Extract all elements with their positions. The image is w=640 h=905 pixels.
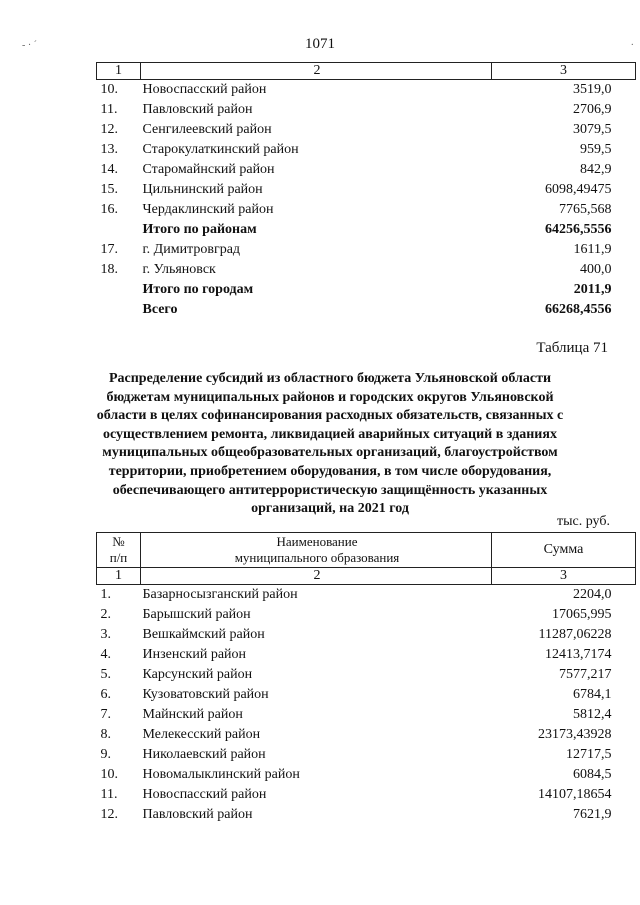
scan-artifact-right: ·	[630, 40, 634, 51]
row-name: г. Димитровград	[142, 242, 241, 257]
row-name: Новоспасский район	[142, 787, 267, 802]
row-value: 7765,568	[559, 202, 612, 217]
row-name: Старокулаткинский район	[142, 142, 299, 157]
table-row	[97, 765, 636, 785]
table-title: Распределение субсидий из областного бюджета Ульяновской области бюджетам муниципальных районов и городских округов Ульяновской области в целях софинансирования расходных обязательств, связанных с осуществлением ремонта, ликвидацией аварийных ситуаций в зданиях муниципальных общеобразовательных организаций, благоустройством территории, приобретением оборудования, в том числе оборудования, обеспечивающего антитеррористическую защищённость указанных организаций, на 2021 год	[96, 371, 564, 517]
row-name: Итого по городам	[142, 282, 254, 297]
row-name: Всего	[142, 302, 178, 317]
row-name: Цильнинский район	[142, 182, 263, 197]
row-name: Новоспасский район	[142, 82, 267, 97]
table-row	[97, 280, 636, 300]
table-row	[97, 300, 636, 320]
table-row	[97, 665, 636, 685]
row-name: Барышский район	[142, 607, 251, 622]
index-col-1: 1	[97, 568, 141, 585]
table-row	[97, 785, 636, 805]
row-value: 959,5	[580, 142, 612, 157]
page-number: 1071	[305, 36, 335, 52]
row-value: 17065,995	[552, 607, 612, 622]
table-row	[97, 705, 636, 725]
table-body	[97, 80, 636, 321]
table-continuation	[96, 62, 636, 320]
row-number: 12.	[100, 807, 118, 822]
table-row	[97, 645, 636, 665]
header-col-1: 1	[97, 63, 141, 80]
row-value: 6084,5	[573, 767, 612, 782]
table-body	[97, 585, 636, 826]
row-value: 2011,9	[573, 282, 612, 297]
table-header-row	[97, 63, 636, 80]
row-value: 400,0	[580, 262, 612, 277]
table-row	[97, 260, 636, 280]
row-number: 1.	[100, 587, 111, 602]
table-row	[97, 725, 636, 745]
scan-artifact: - · ´	[22, 40, 37, 51]
row-value: 7621,9	[573, 807, 612, 822]
header-col-2: 2	[141, 63, 492, 80]
header-sum: Сумма	[492, 533, 636, 568]
table-row	[97, 160, 636, 180]
row-number: 3.	[100, 627, 111, 642]
row-number: 6.	[100, 687, 111, 702]
table-row	[97, 100, 636, 120]
table-row	[97, 585, 636, 606]
row-name: Мелекесский район	[142, 727, 261, 742]
table-row	[97, 605, 636, 625]
row-value: 5812,4	[573, 707, 612, 722]
row-number	[97, 300, 141, 320]
row-name: Павловский район	[142, 807, 253, 822]
row-value: 12413,7174	[545, 647, 612, 662]
row-name: Инзенский район	[142, 647, 247, 662]
row-name: Новомалыклинский район	[142, 767, 300, 782]
row-value: 2706,9	[573, 102, 612, 117]
row-value: 66268,4556	[545, 302, 612, 317]
row-number: 7.	[100, 707, 111, 722]
row-number: 10.	[100, 767, 118, 782]
row-number: 13.	[100, 142, 118, 157]
header-col-3: 3	[492, 63, 636, 80]
row-name: Базарносызганский район	[142, 587, 298, 602]
row-number: 16.	[100, 202, 118, 217]
header-num: № п/п	[97, 533, 141, 568]
table-row	[97, 80, 636, 101]
row-value: 3519,0	[573, 82, 612, 97]
row-name: Кузоватовский район	[142, 687, 269, 702]
row-number: 4.	[100, 647, 111, 662]
table-row	[97, 220, 636, 240]
row-value: 23173,43928	[538, 727, 612, 742]
row-number: 8.	[100, 727, 111, 742]
row-number: 12.	[100, 122, 118, 137]
table-row	[97, 240, 636, 260]
row-number: 11.	[100, 102, 118, 117]
subsidy-table	[96, 532, 636, 825]
table-row	[97, 180, 636, 200]
row-value: 1611,9	[573, 242, 612, 257]
table-row	[97, 200, 636, 220]
index-col-2: 2	[141, 568, 492, 585]
table-header-row	[97, 533, 636, 568]
table-row	[97, 805, 636, 825]
row-name: Николаевский район	[142, 747, 266, 762]
row-name: Майнский район	[142, 707, 243, 722]
index-col-3: 3	[492, 568, 636, 585]
row-number: 11.	[100, 787, 118, 802]
row-name: Старомайнский район	[142, 162, 275, 177]
table-row	[97, 625, 636, 645]
row-number: 2.	[100, 607, 111, 622]
row-value: 64256,5556	[545, 222, 612, 237]
row-value: 842,9	[580, 162, 612, 177]
row-name: г. Ульяновск	[142, 262, 216, 277]
row-number: 17.	[100, 242, 118, 257]
row-number: 5.	[100, 667, 111, 682]
row-number: 18.	[100, 262, 118, 277]
row-value: 3079,5	[573, 122, 612, 137]
row-value: 6784,1	[573, 687, 612, 702]
row-number	[97, 220, 141, 240]
table-index-row	[97, 568, 636, 585]
row-name: Сенгилеевский район	[142, 122, 272, 137]
row-value: 2204,0	[573, 587, 612, 602]
table-row	[97, 120, 636, 140]
row-name: Чердаклинский район	[142, 202, 274, 217]
table-row	[97, 745, 636, 765]
header-name: Наименование муниципального образования	[141, 533, 492, 568]
row-number: 10.	[100, 82, 118, 97]
row-number: 14.	[100, 162, 118, 177]
row-number	[97, 280, 141, 300]
units-label: тыс. руб.	[557, 514, 610, 529]
row-value: 12717,5	[566, 747, 612, 762]
row-name: Павловский район	[142, 102, 253, 117]
table-caption: Таблица 71	[536, 340, 608, 356]
row-name: Карсунский район	[142, 667, 253, 682]
row-number: 9.	[100, 747, 111, 762]
row-value: 11287,06228	[538, 627, 612, 642]
row-name: Итого по районам	[142, 222, 257, 237]
table-row	[97, 140, 636, 160]
row-value: 14107,18654	[538, 787, 612, 802]
row-value: 7577,217	[559, 667, 612, 682]
row-value: 6098,49475	[545, 182, 612, 197]
row-name: Вешкаймский район	[142, 627, 265, 642]
row-number: 15.	[100, 182, 118, 197]
table-row	[97, 685, 636, 705]
